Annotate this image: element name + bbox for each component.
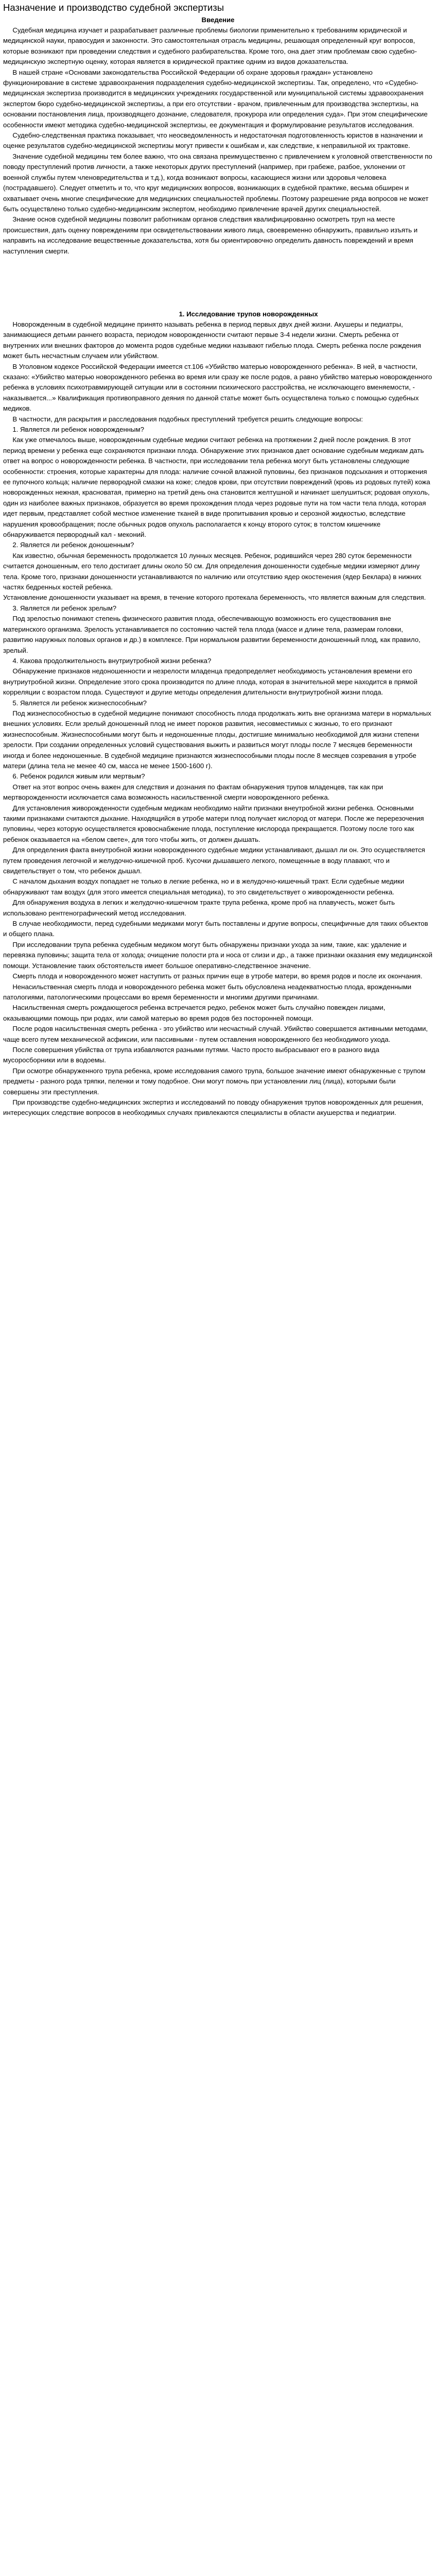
document: [0, 0, 436, 1118]
intro-paragraph: Судебная медицина изучает и разрабатывает различные проблемы биологии применительно к требованиям юридической и медицинской науки, правосудия и законности. Это самостоятельная отрасль медицины, решающая определенный круг вопросов, которые возникают при проведении следствия и судебного разбирательства. Кроме того, она дает этим проблемам свою судебно-медицинскую экспертную оценку, которая является в юридической практике одним из видов доказательства.: [3, 26, 417, 66]
question-heading: 3. Является ли ребенок зрелым?: [3, 604, 117, 612]
answer-paragraph: С началом дыхания воздух попадает не только в легкие ребенка, но и в желудочно-кишечный тракт. Если судебные медики обнаруживают там воздух (для этого имеется специальная методика), то это свидетельствует о живорожденности ребенка.: [3, 877, 406, 896]
section-1: [3, 319, 433, 1118]
answer-paragraph: Под жизнеспособностью в судебной медицине понимают способность плода продолжать жить вне организма матери в нормальных внешних условиях. Если зрелый доношенный плод не имеет пороков развития, несовместимых с жизнью, то его признают жизнеспособным. Жизнеспособными могут быть и недоношенные плоды, достигшие минимально необходимой для жизни степени зрелости. При создании определенных условий существования выжить и развиться могут плоды после 7 месяцев беременности иногда и более недоношенные. В судебной медицине признаются жизнеспособными плоды после 8 месяцев созревания в утробе матери (длина тела не менее 40 см, масса не менее 1500-1600 г).: [3, 709, 433, 770]
section-paragraph: В Уголовном кодексе Российской Федерации имеется ст.106 «Убийство матерью новорожденного ребенка». В ней, в частности, сказано: «Убийство матерью новорожденного ребенка во время или сразу же после родов, а равно убийство матерью новорожденного ребенка в условиях психотравмирующей ситуации или в состоянии психического расстройства, не исключающего вменяемости, - наказывается...» Квалификация противоправного деяния по данной статье может быть осуществлена только с помощью судебных медиков.: [3, 362, 434, 413]
intro-paragraph: Судебно-следственная практика показывает, что неосведомленность и недостаточная подготовленность юристов в назначении и оценке результатов судебно-медицинской экспертизы могут привести к ошибкам и, как следствие, к неправильной их трактовке.: [3, 131, 425, 150]
document-title: Назначение и производство судебной экспертизы: [3, 2, 224, 13]
section-paragraph: В частности, для раскрытия и расследования подобных преступлений требуется решить следующие вопросы:: [3, 415, 363, 423]
spacer: [3, 257, 433, 288]
answer-paragraph: Ответ на этот вопрос очень важен для следствия и дознания по фактам обнаружения трупов младенцев, так как при мертворожденности исключается сама возможность насильственной смерти новорожденного ребенка.: [3, 783, 385, 802]
answer-paragraph: Для установления живорожденности судебным медикам необходимо найти признаки внеутробной жизни ребенка. Основными такими признаками считаются дыхание. Находящийся в утробе матери плод получает кислород от матери. После же перерезочения пуповины, через которую осуществляется кровоснабжение плода, поступление кислорода прекращается. Поэтому после того как ребенок оказывается на «белом свете», для того чтобы жить, от должен дышать.: [3, 804, 426, 843]
question-heading: 6. Ребенок родился живым или мертвым?: [3, 772, 145, 781]
answer-paragraph: Смерть плода и новорожденного может наступить от разных причин еще в утробе матери, во время родов и после их окончания.: [3, 972, 423, 980]
intro-section: [3, 25, 433, 257]
intro-paragraph: В нашей стране «Основами законодательства Российской Федерации об охране здоровья граждан» установлено функционирование в системе здравоохранения подразделения судебно-медицинской экспертизы. Так, определено, что «Судебно-медицинская экспертиза производится в медицинских учреждениях государственной или муниципальной системы здравоохранения экспертом бюро судебно-медицинской экспертизы, а при его отсутствии - врачом, привлеченным для производства экспертизы, на основании постановления лица, производящего дознание, следователя, прокурора или определения суда». При этом специфические особенности имеют методика судебно-медицинской экспертизы, ее документация и формулирование результатов исследования.: [3, 68, 430, 129]
answer-paragraph: Установление доношенности указывает на время, в течение которого протекала беременность, что является важным для следствия.: [3, 594, 426, 602]
section-heading: 1. Исследование трупов новорожденных: [179, 310, 318, 318]
answer-paragraph: В случае необходимости, перед судебными медиками могут быть поставлены и другие вопросы, специфичные для таких объектов и общего плана.: [3, 920, 430, 938]
answer-paragraph: При осмотре обнаруженного трупа ребенка, кроме исследования самого трупа, большое значение имеют обнаруженные с трупом предметы - разного рода тряпки, пеленки и тому подобное. Они могут помочь при установлении лиц (лица), которыми были совершены эти преступления.: [3, 1066, 428, 1096]
spacer: [3, 288, 433, 309]
answer-paragraph: Для обнаружения воздуха в легких и желудочно-кишечном тракте трупа ребенка, кроме проб на плавучесть, может быть использовано рентгенографический метод исследования.: [3, 899, 397, 917]
question-heading: 2. Является ли ребенок доношенным?: [3, 541, 134, 549]
answer-paragraph: Как уже отмечалось выше, новорожденным судебные медики считают ребенка на протяжении 2 дней после рождения. В этот период времени у ребенка еще сохраняются признаки плода. Обнаружение этих признаков дает основание судебным медикам дать ответ на вопрос о новорожденности ребенка. В частности, при исследовании тела ребенка могут быть установлены следующие особенности: строения, которые характерны для плода: наличие сочной влажной пуповины, без признаков подсыхания и отторжения ее пупочного кольца; наличие первородной смазки на коже; следов крови, при отсутствии повреждений (кровь из родовых путей) кожа новорожденных нежная, красноватая, примерно на третий день она становится желтушной и начинает шелушиться; родовая опухоль, один из наиболее важных признаков, образуется во время прохождения плода через родовые пути на том части тела плода, которая идет первым, представляет собой местное изменение тканей в виде пропитывания кровью и серозной жидкостью, вследствие нарушения кровообращения; после обычных родов опухоль располагается к концу второго суток; в толстом кишечнике обнаруживается первородный кал - меконий.: [3, 436, 432, 539]
section-paragraph: Новорожденным в судебной медицине принято называть ребенка в период первых двух дней жизни. Акушеры и педиатры, занимающиеся детьми раннего возраста, периодом новорожденности считают первые 3-4 недели жизни. Смерть ребенка от внутренних или внешних факторов до момента родов судебные медики называют гибелью плода. Смерть ребенка после рождения может быть несчастным случаем или убийством.: [3, 320, 423, 360]
answer-paragraph: Как известно, обычная беременность продолжается 10 лунных месяцев. Ребенок, родившийся через 280 суток беременности считается доношенным, его тело достигает длины около 50 см. Для определения доношенности судебные медики измеряют длину тела. Кроме того, признаки доношенности устанавливаются по наличию или отсутствию ядер окостенения (ядер Беклара) в нижних частях бедренных костей ребенка.: [3, 551, 424, 591]
question-heading: 4. Какова продолжительность внутриутробной жизни ребенка?: [3, 656, 212, 665]
question-heading: 5. Является ли ребенок жизнеспособным?: [3, 699, 147, 707]
intro-paragraph: Значение судебной медицины тем более важно, что она связана преимущественно с привлечением к уголовной ответственности по поводу преступлений против личности, а также некоторых других преступлений (например, при грабеже, разбое, уклонении от военной службы путем членовредительства и т.д.), когда возникают вопросы, касающиеся жизни или здоровья человека (пострадавшего). Следует отметить и то, что круг медицинских вопросов, возникающих в судебной практике, весьма обширен и охватывает очень многие специфические для медицинских специальностей проблемы. Поэтому разрешение ряда вопросов не может быть осуществлено только судебно-медицинским экспертом, необходимо привлечение врачей других специальностей.: [3, 152, 434, 213]
answer-paragraph: Обнаружение признаков недоношенности и незрелости младенца предопределяет необходимость установления времени его внутриутробной жизни. Определение этого срока производится по длине плода, которая в значительной мере находится в прямой корреляции с возрастом плода. Существуют и другие методы определения длительности внутриутробной жизни плода.: [3, 667, 420, 697]
answer-paragraph: Для определения факта внеутробной жизни новорожденного судебные медики устанавливают, дышал ли он. Это осуществляется путем проведения легочной и желудочно-кишечной проб. Кусочки дышавшего легкого, помещенные в воду плавают, что и свидетельствует о том, что ребенок дышал.: [3, 846, 427, 875]
question-heading: 1. Является ли ребенок новорожденным?: [3, 425, 144, 433]
answer-paragraph: Насильственная смерть рождающегося ребенка встречается редко, ребенок может быть случайно повежден лицами, оказывающими помощь при родах, или самой матерью во время родов без посторонней помощи.: [3, 1004, 388, 1022]
answer-paragraph: Под зрелостью понимают степень физического развития плода, обеспечивающую возможность его существования вне материнского организма. Зрелость устанавливается по состоянию частей тела плода (массе и длине тела, размерам головки, развитию наружных половых органов и др.) в комплексе. При нормальном развитии беременности доношенный плод, как правило, зрелый.: [3, 615, 423, 654]
answer-paragraph: При исследовании трупа ребенка судебным медиком могут быть обнаружены признаки ухода за ним, такие, как: удаление и перевязка пуповины; защита тела от холода; очищение полости рта и носа от слизи и др., а также признаки оказания ему медицинской помощи. Установление таких обстоятельств имеет большое оперативно-следственное значение.: [3, 940, 434, 970]
answer-paragraph: При производстве судебно-медицинских экспертиз и исследований по поводу обнаружения трупов новорожденных для решения, интересующих следствие вопросов в необходимых случаях привлекаются специалисты в области акушерства и педиатрии.: [3, 1098, 425, 1117]
answer-paragraph: После совершения убийства от трупа избавляются разными путями. Часто просто выбрасывают его в разного вида мусоросборники или в водоемы.: [3, 1045, 381, 1064]
answer-paragraph: После родов насильственная смерть ребенка - это убийство или несчастный случай. Убийство совершается активными методами, чаще всего путем механической асфиксии, или пассивными - путем оставления новорожденного без необходимого ухода.: [3, 1025, 430, 1043]
intro-paragraph: Знание основ судебной медицины позволит работникам органов следствия квалифицированно осмотреть труп на месте происшествия, дать оценку повреждениям при освидетельствовании живого лица, своевременно обнаружить, правильно изъять и направить на исследование вещественные доказательства, хотя бы ориентировочно определить давность повреждений и время наступления смерти.: [3, 215, 420, 255]
answer-paragraph: Ненасильственная смерть плода и новорожденного ребенка может быть обусловлена неадекватностью плода, врожденными патологиями, патологическими процессами во время беременности и многими другими причинами.: [3, 982, 413, 1001]
intro-heading: Введение: [201, 16, 235, 24]
